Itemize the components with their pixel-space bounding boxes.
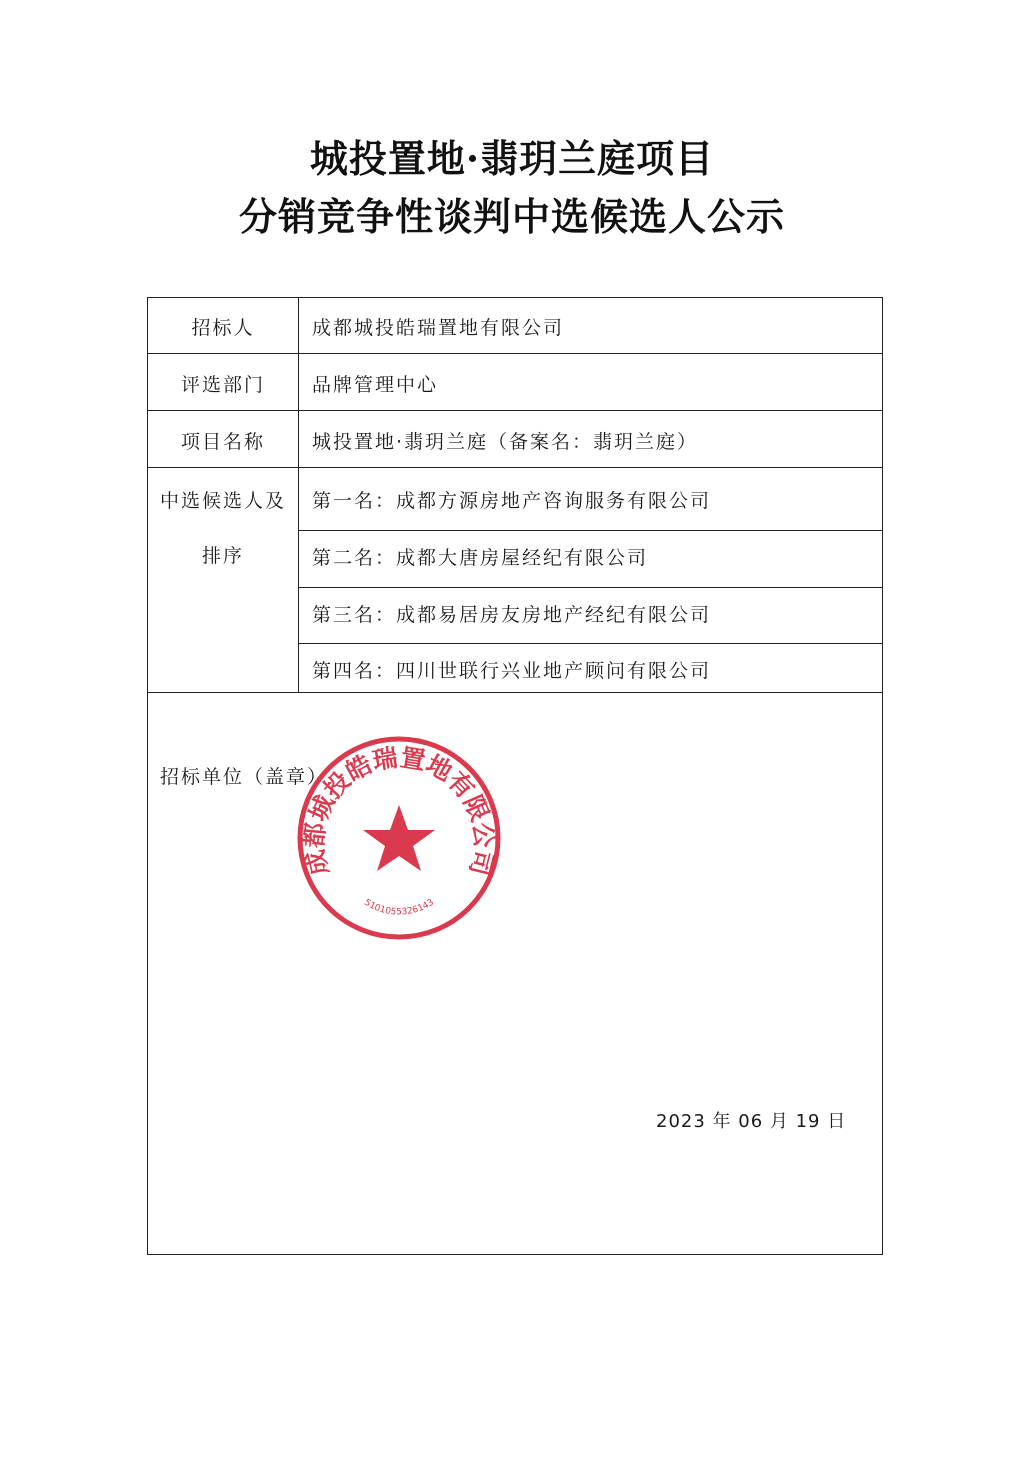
label-project-name: 项目名称 (180, 431, 265, 453)
row-divider (147, 692, 883, 693)
row-divider (147, 410, 883, 411)
seal-star-icon (363, 805, 435, 871)
announcement-date: 2023 年 06 月 19 日 (656, 1111, 847, 1132)
candidate-4: 第四名：四川世联行兴业地产顾问有限公司 (312, 660, 712, 682)
label-candidates-line2: 排序 (201, 545, 244, 567)
seal-label: 招标单位（盖章） (160, 766, 329, 788)
label-department: 评选部门 (180, 374, 265, 396)
value-project-name: 城投置地·翡玥兰庭（备案名：翡玥兰庭） (312, 431, 699, 453)
seal-number-arc: 5101055326143 (362, 897, 436, 918)
label-candidates-line1: 中选候选人及 (159, 490, 286, 512)
candidate-1: 第一名：成都方源房地产咨询服务有限公司 (312, 490, 712, 512)
candidate-divider (298, 587, 883, 588)
candidate-divider (298, 530, 883, 531)
value-bidder: 成都城投皓瑞置地有限公司 (312, 317, 565, 339)
value-department: 品牌管理中心 (312, 374, 439, 396)
row-divider (147, 467, 883, 468)
seal-text-arc: 成都城投皓瑞置地有限公司 (299, 742, 499, 879)
row-divider (147, 353, 883, 354)
candidate-3: 第三名：成都易居房友房地产经纪有限公司 (312, 604, 712, 626)
company-seal-stamp (296, 735, 502, 941)
document-title-line1: 城投置地·翡玥兰庭项目 (309, 136, 715, 181)
label-bidder: 招标人 (191, 317, 255, 339)
column-divider (298, 297, 299, 692)
candidate-2: 第二名：成都大唐房屋经纪有限公司 (312, 547, 649, 569)
document-title-line2: 分销竞争性谈判中选候选人公示 (238, 194, 785, 239)
candidate-divider (298, 643, 883, 644)
